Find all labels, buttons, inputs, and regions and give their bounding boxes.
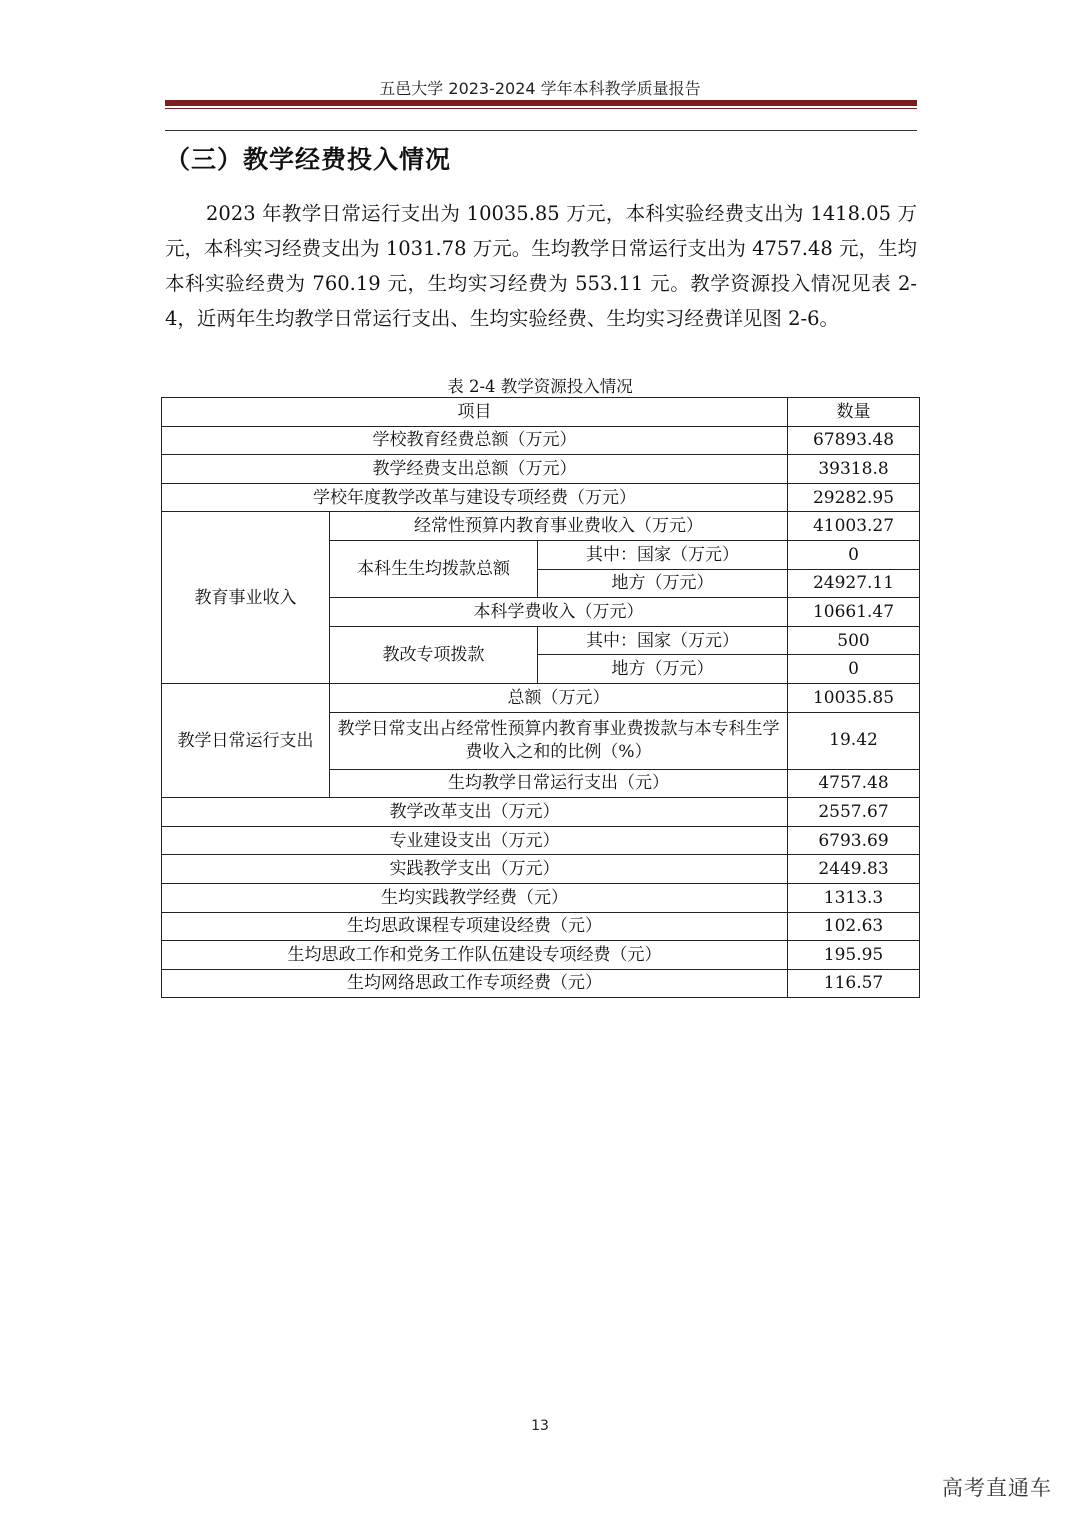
row-label: 总额（万元） — [330, 683, 788, 712]
row-value: 10661.47 — [788, 598, 920, 627]
row-value: 2449.83 — [788, 855, 920, 884]
row-value: 39318.8 — [788, 455, 920, 484]
table-row — [162, 941, 920, 970]
table-row — [162, 483, 920, 512]
table-row — [162, 883, 920, 912]
row-value: 102.63 — [788, 912, 920, 941]
group-label-edu-income: 教育事业收入 — [162, 512, 330, 684]
row-label: 其中：国家（万元） — [538, 626, 788, 655]
row-value: 0 — [788, 540, 920, 569]
row-value: 195.95 — [788, 941, 920, 970]
row-value: 4757.48 — [788, 769, 920, 798]
row-value: 0 — [788, 655, 920, 684]
row-value: 67893.48 — [788, 426, 920, 455]
row-value: 10035.85 — [788, 683, 920, 712]
table-header-row — [162, 398, 920, 427]
header-rule-thick — [165, 100, 917, 106]
body-paragraph: 2023 年教学日常运行支出为 10035.85 万元，本科实验经费支出为 1418.05 万元，本科实习经费支出为 1031.78 万元。生均教学日常运行支出为 4757.48 元，生均本科实验经费为 760.19 元，生均实习经费为 553.11 元。教学资源投入情况见表 2-4，近两年生均教学日常运行支出、生均实验经费、生均实习经费详见图 2-6。 — [165, 202, 917, 330]
table-caption: 表 2-4 教学资源投入情况 — [447, 377, 633, 396]
row-label: 教学经费支出总额（万元） — [162, 455, 788, 484]
table-row — [162, 912, 920, 941]
row-label: 学校年度教学改革与建设专项经费（万元） — [162, 483, 788, 512]
row-label: 生均思政工作和党务工作队伍建设专项经费（元） — [162, 941, 788, 970]
subgroup-label-per-student: 本科生生均拨款总额 — [330, 540, 538, 597]
table-row — [162, 798, 920, 827]
row-value: 1313.3 — [788, 883, 920, 912]
row-value: 500 — [788, 626, 920, 655]
resource-investment-table — [161, 397, 920, 998]
row-label: 生均教学日常运行支出（元） — [330, 769, 788, 798]
row-value: 41003.27 — [788, 512, 920, 541]
row-value: 116.57 — [788, 969, 920, 998]
header-rule-thin — [165, 108, 917, 109]
row-value: 19.42 — [788, 712, 920, 769]
page-number: 13 — [531, 1418, 549, 1434]
section-heading: （三）教学经费投入情况 — [165, 145, 452, 174]
table-row — [162, 455, 920, 484]
row-label: 其中：国家（万元） — [538, 540, 788, 569]
row-label: 地方（万元） — [538, 569, 788, 598]
row-label: 生均实践教学经费（元） — [162, 883, 788, 912]
row-label: 生均网络思政工作专项经费（元） — [162, 969, 788, 998]
table-row — [162, 969, 920, 998]
table-row — [162, 683, 920, 712]
row-label: 专业建设支出（万元） — [162, 826, 788, 855]
row-label: 本科学费收入（万元） — [330, 598, 788, 627]
table-row — [162, 855, 920, 884]
table-row — [162, 512, 920, 541]
row-value: 29282.95 — [788, 483, 920, 512]
row-label: 生均思政课程专项建设经费（元） — [162, 912, 788, 941]
header-cell-value: 数量 — [788, 398, 920, 427]
header-cell-item: 项目 — [162, 398, 788, 427]
row-label: 实践教学支出（万元） — [162, 855, 788, 884]
row-label: 学校教育经费总额（万元） — [162, 426, 788, 455]
table-row — [162, 826, 920, 855]
row-value: 6793.69 — [788, 826, 920, 855]
row-label: 地方（万元） — [538, 655, 788, 684]
row-value: 24927.11 — [788, 569, 920, 598]
group-label-daily-ops: 教学日常运行支出 — [162, 683, 330, 797]
report-header-title: 五邑大学 2023-2024 学年本科教学质量报告 — [379, 79, 701, 98]
watermark-text: 高考直通车 — [942, 1476, 1052, 1500]
subgroup-label-reform: 教改专项拨款 — [330, 626, 538, 683]
row-label: 教学日常支出占经常性预算内教育事业费拨款与本专科生学费收入之和的比例（%） — [330, 712, 788, 769]
row-label: 教学改革支出（万元） — [162, 798, 788, 827]
row-label: 经常性预算内教育事业费收入（万元） — [330, 512, 788, 541]
page-rule — [165, 130, 917, 131]
table-row — [162, 426, 920, 455]
row-value: 2557.67 — [788, 798, 920, 827]
